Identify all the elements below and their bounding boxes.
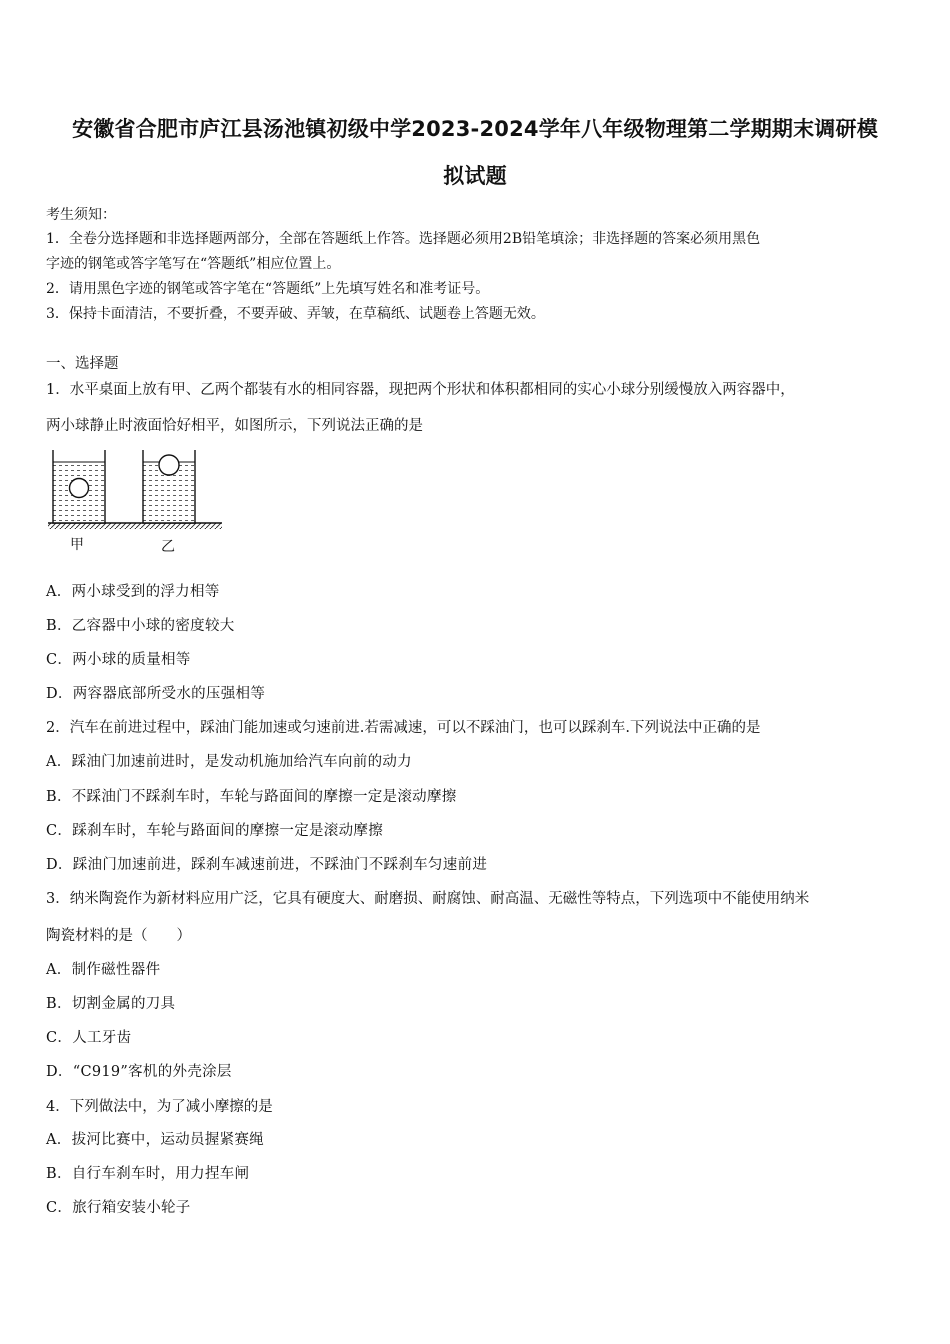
q3-stem: 3．纳米陶瓷作为新材料应用广泛，它具有硬度大、耐磨损、耐腐蚀、耐高温、无磁性等特点，下列选项中不能使用纳米 — [46, 891, 810, 907]
q2-option-c: C．踩刹车时，车轮与路面间的摩擦一定是滚动摩擦 — [46, 823, 383, 839]
q4-option-b: B．自行车刹车时，用力捏车闸 — [46, 1166, 250, 1182]
q2-stem: 2．汽车在前进过程中，踩油门能加速或匀速前进.若需减速，可以不踩油门，也可以踩刹车.下列说法中正确的是 — [46, 720, 761, 736]
ball-b — [159, 455, 179, 475]
q1-container-figure — [46, 448, 226, 558]
q3-option-a: A．制作磁性器件 — [46, 962, 161, 978]
notice-heading: 考生须知： — [46, 207, 116, 223]
q4-option-a: A．拔河比赛中，运动员握紧赛绳 — [46, 1132, 264, 1148]
q1-option-a: A．两小球受到的浮力相等 — [46, 584, 220, 600]
section-heading: 一、选择题 — [46, 356, 119, 372]
notice-item-1: 1．全卷分选择题和非选择题两部分，全部在答题纸上作答。选择题必须用2B铅笔填涂；非选择题的答案必须用黑色 — [46, 231, 761, 247]
q2-option-b: B．不踩油门不踩刹车时，车轮与路面间的摩擦一定是滚动摩擦 — [46, 789, 457, 805]
q2-option-a: A．踩油门加速前进时，是发动机施加给汽车向前的动力 — [46, 754, 412, 770]
q1-stem: 1．水平桌面上放有甲、乙两个都装有水的相同容器，现把两个形状和体积都相同的实心小球分别缓慢放入两容器中， — [46, 382, 795, 398]
q1-option-d: D．两容器底部所受水的压强相等 — [46, 686, 266, 702]
table-hatch — [48, 523, 222, 529]
notice-item-3: 3．保持卡面清洁，不要折叠，不要弄破、弄皱，在草稿纸、试题卷上答题无效。 — [46, 306, 545, 322]
q3-option-d: D．“C919”客机的外壳涂层 — [46, 1064, 232, 1080]
exam-title-line2: 拟试题 — [443, 164, 507, 188]
ball-a — [70, 479, 89, 498]
q3-option-c: C．人工牙齿 — [46, 1030, 132, 1046]
q3-stem-cont: 陶瓷材料的是（ ） — [46, 928, 191, 944]
q2-option-d: D．踩油门加速前进，踩刹车减速前进，不踩油门不踩刹车匀速前进 — [46, 857, 488, 873]
q1-option-c: C．两小球的质量相等 — [46, 652, 191, 668]
q1-option-b: B．乙容器中小球的密度较大 — [46, 618, 235, 634]
q4-option-c: C．旅行箱安装小轮子 — [46, 1200, 191, 1216]
q4-stem: 4．下列做法中，为了减小摩擦的是 — [46, 1099, 273, 1115]
q3-option-b: B．切割金属的刀具 — [46, 996, 176, 1012]
notice-item-1-cont: 字迹的钢笔或答字笔写在“答题纸”相应位置上。 — [46, 256, 341, 272]
q1-stem-cont: 两小球静止时液面恰好相平，如图所示，下列说法正确的是 — [46, 418, 423, 434]
exam-title-line1: 安徽省合肥市庐江县汤池镇初级中学2023-2024学年八年级物理第二学期期末调研模 — [72, 117, 878, 141]
figure-label-b: 乙 — [161, 539, 175, 555]
notice-item-2: 2．请用黑色字迹的钢笔或答字笔在“答题纸”上先填写姓名和准考证号。 — [46, 281, 490, 297]
figure-label-a: 甲 — [70, 537, 84, 553]
